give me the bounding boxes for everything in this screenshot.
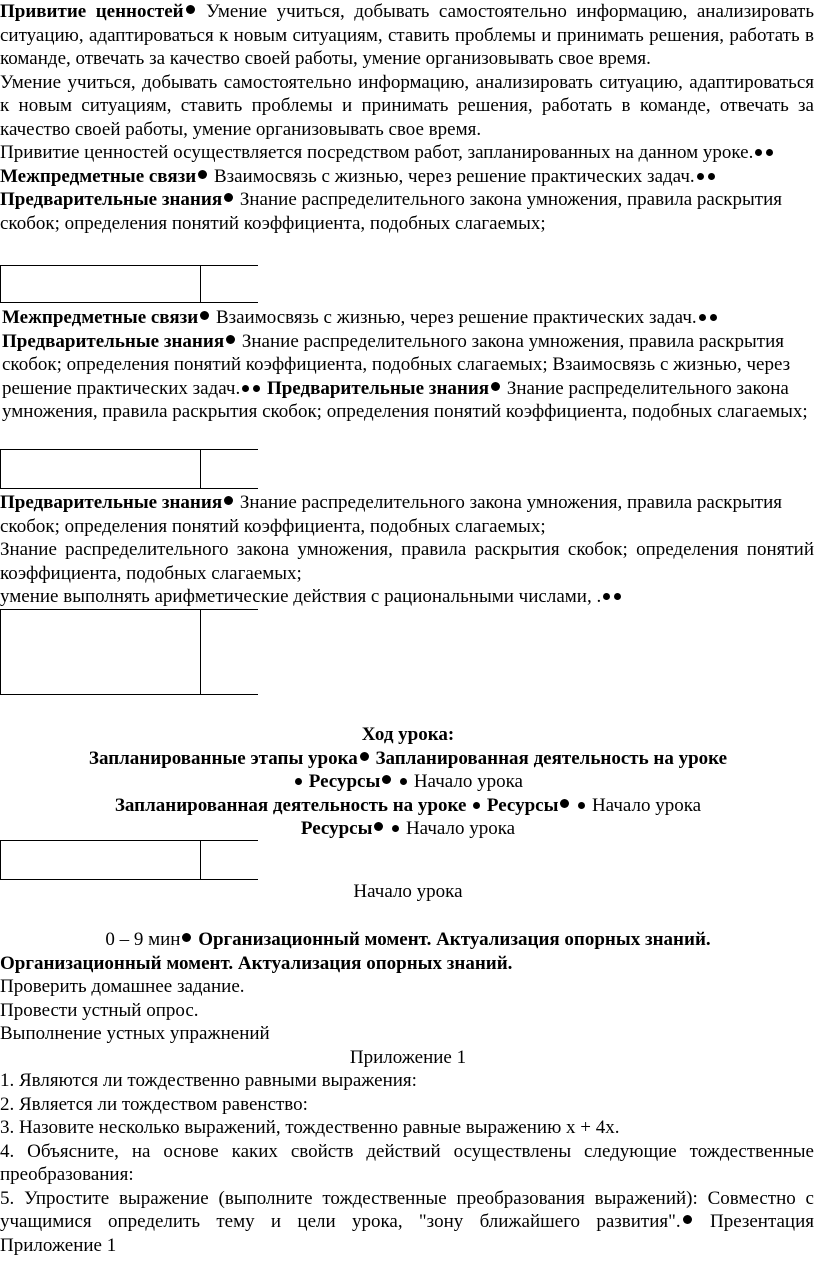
stage-time-row: [0, 928, 816, 952]
planned-stages-label: Запланированные этапы урока: [88, 747, 358, 769]
prior-knowledge-heading: Предварительные знания: [0, 189, 223, 210]
table-cell-frame: [0, 840, 258, 880]
bullet-icon: [710, 314, 717, 321]
lesson-start-label: Начало урока: [405, 818, 516, 839]
lesson-row-3: [0, 794, 816, 818]
bullet-icon: [242, 385, 249, 392]
bullet-icon: [392, 825, 399, 832]
bullet-icon: [382, 775, 391, 784]
bullet-icon: [473, 802, 480, 809]
bullet-icon: [253, 385, 260, 392]
bullet-icon: [614, 593, 621, 600]
bullet-icon: [699, 314, 706, 321]
interdisciplinary-heading: Межпредметные связи: [0, 165, 197, 187]
interdisciplinary-text: Взаимосвязь с жизнью, через решение практических задач.: [215, 307, 697, 328]
bullet-icon: [200, 311, 209, 320]
lesson-row-1: [0, 747, 816, 771]
resources-label: Ресурсы: [300, 818, 373, 839]
question-2: 2. Является ли тождеством равенство:: [0, 1093, 308, 1115]
table-cell-frame: [0, 609, 258, 695]
values-section: [0, 0, 816, 235]
question-5-text: 5. Упростите выражение (выполните тождественные преобразования выражений): Совместно с учащимися определить тему и цели урока, "зону ближайшего развития".: [0, 1187, 814, 1232]
table-cell-frame: [0, 265, 258, 303]
planned-activity-label: Запланированная деятельность на уроке: [114, 794, 467, 816]
question-1: 1. Являются ли тождественно равными выражения:: [0, 1070, 417, 1091]
bullet-icon: [224, 496, 233, 505]
bullet-icon: [400, 778, 407, 785]
bullet-icon: [708, 173, 715, 180]
question-3: 3. Назовите несколько выражений, тождественно равные выражению х + 4х.: [0, 1117, 620, 1138]
resources-label: Ресурсы: [486, 794, 559, 816]
bullet-icon: [295, 778, 302, 785]
values-method-text: Привитие ценностей осуществляется посредством работ, запланированных на данном уроке.: [0, 142, 754, 163]
lesson-row-2: [0, 770, 816, 794]
prior-knowledge-heading: Предварительные знания: [2, 330, 225, 352]
lesson-title: Ход урока:: [361, 724, 455, 745]
prior-knowledge-heading: Предварительные знания: [0, 492, 223, 513]
bullet-icon: [578, 802, 585, 809]
question-4: 4. Объясните, на основе каких свойств действий осуществлены следующие тождественные преобразования:: [0, 1140, 814, 1185]
stage-task-homework: Проверить домашнее задание.: [0, 976, 245, 997]
bullet-icon: [560, 799, 569, 808]
values-text: Умение учиться, добывать самостоятельно информацию, анализировать ситуацию, адаптироваться к новым ситуациям, ставить проблемы и принимать решения, работать в команде, отвечать за качество своей работы, умение организовывать свое время.: [0, 1, 815, 69]
bullet-icon: [683, 1215, 692, 1224]
bullet-icon: [374, 822, 383, 831]
bullet-icon: [182, 933, 191, 942]
interdisciplinary-text-repeat: Взаимосвязь с жизнью, через решение практических задач.: [2, 354, 791, 399]
prior-knowledge-paragraph-repeat: [0, 538, 816, 585]
values-paragraph: [0, 0, 816, 71]
interdisciplinary-section: [2, 306, 814, 424]
prior-knowledge-paragraph: [0, 491, 816, 538]
stage-heading-repeat: Организационный момент. Актуализация опорных знаний.: [0, 952, 513, 974]
presentation-reference: Презентация Приложение 1: [0, 1211, 815, 1256]
values-text-repeat: Умение учиться, добывать самостоятельно информацию, анализировать ситуацию, адаптироваться к новым ситуациям, ставить проблемы и принимать решения, работать в команде, отвечать за качество своей работы, умение организовывать свое время.: [0, 71, 814, 140]
prior-knowledge-text: Знание распределительного закона умножения, правила раскрытия скобок; определения понятий коэффициента, подобных слагаемых;: [0, 189, 782, 234]
prior-knowledge-section: [0, 491, 816, 609]
skills-paragraph: [0, 585, 816, 609]
bullet-icon: [226, 335, 235, 344]
planned-activity-label: Запланированная деятельность на уроке: [375, 747, 728, 769]
bullet-icon: [360, 752, 369, 761]
bullet-icon: [697, 173, 704, 180]
values-method-paragraph: [0, 141, 816, 235]
table-cell-frame: [0, 449, 258, 489]
lesson-start-label: Начало урока: [591, 794, 702, 816]
prior-knowledge-text-repeat: Знание распределительного закона умножения, правила раскрытия скобок; определения понятий коэффициента, подобных слагаемых;: [0, 539, 814, 584]
prior-knowledge-text-repeat: Знание распределительного закона умножения, правила раскрытия скобок; определения понятий коэффициента, подобных слагаемых;: [2, 377, 808, 422]
bullet-icon: [603, 593, 610, 600]
bullet-icon: [766, 149, 773, 156]
values-paragraph-repeat: [0, 71, 816, 142]
lesson-start-label: Начало урока: [413, 771, 523, 792]
stage-task-survey: Провести устный опрос.: [0, 999, 199, 1021]
interdisciplinary-text: Взаимосвязь с жизнью, через решение практических задач.: [213, 165, 695, 187]
lesson-start-text: Начало урока: [353, 881, 463, 902]
bullet-icon: [755, 149, 762, 156]
stage-section: [0, 928, 816, 1257]
prior-knowledge-heading-repeat: Предварительные знания: [266, 377, 490, 399]
lesson-row-4: [0, 817, 816, 841]
lesson-start-heading: [0, 880, 816, 904]
stage-time: 0 – 9 мин: [105, 929, 181, 950]
bullet-icon: [186, 5, 195, 14]
prior-knowledge-text: Знание распределительного закона умножения, правила раскрытия скобок; определения понятий коэффициента, подобных слагаемых;: [0, 492, 782, 537]
lesson-plan-header: [0, 723, 816, 841]
bullet-icon: [198, 170, 207, 179]
bullet-icon: [491, 382, 500, 391]
interdisciplinary-heading: Межпредметные связи: [2, 307, 199, 328]
interdisciplinary-paragraph: [2, 306, 814, 424]
stage-heading: Организационный момент. Актуализация опорных знаний.: [198, 929, 711, 950]
values-heading: Привитие ценностей: [0, 1, 184, 22]
stage-task-exercises: Выполнение устных упражнений: [0, 1023, 270, 1044]
question-5: [0, 1187, 816, 1258]
appendix-label: Приложение 1: [349, 1046, 467, 1068]
prior-knowledge-text: Знание распределительного закона умножения, правила раскрытия скобок; определения понятий коэффициента, подобных слагаемых;: [2, 330, 784, 375]
resources-label: Ресурсы: [308, 771, 381, 792]
bullet-icon: [224, 193, 233, 202]
skills-text: умение выполнять арифметические действия с рациональными числами, .: [0, 586, 602, 607]
